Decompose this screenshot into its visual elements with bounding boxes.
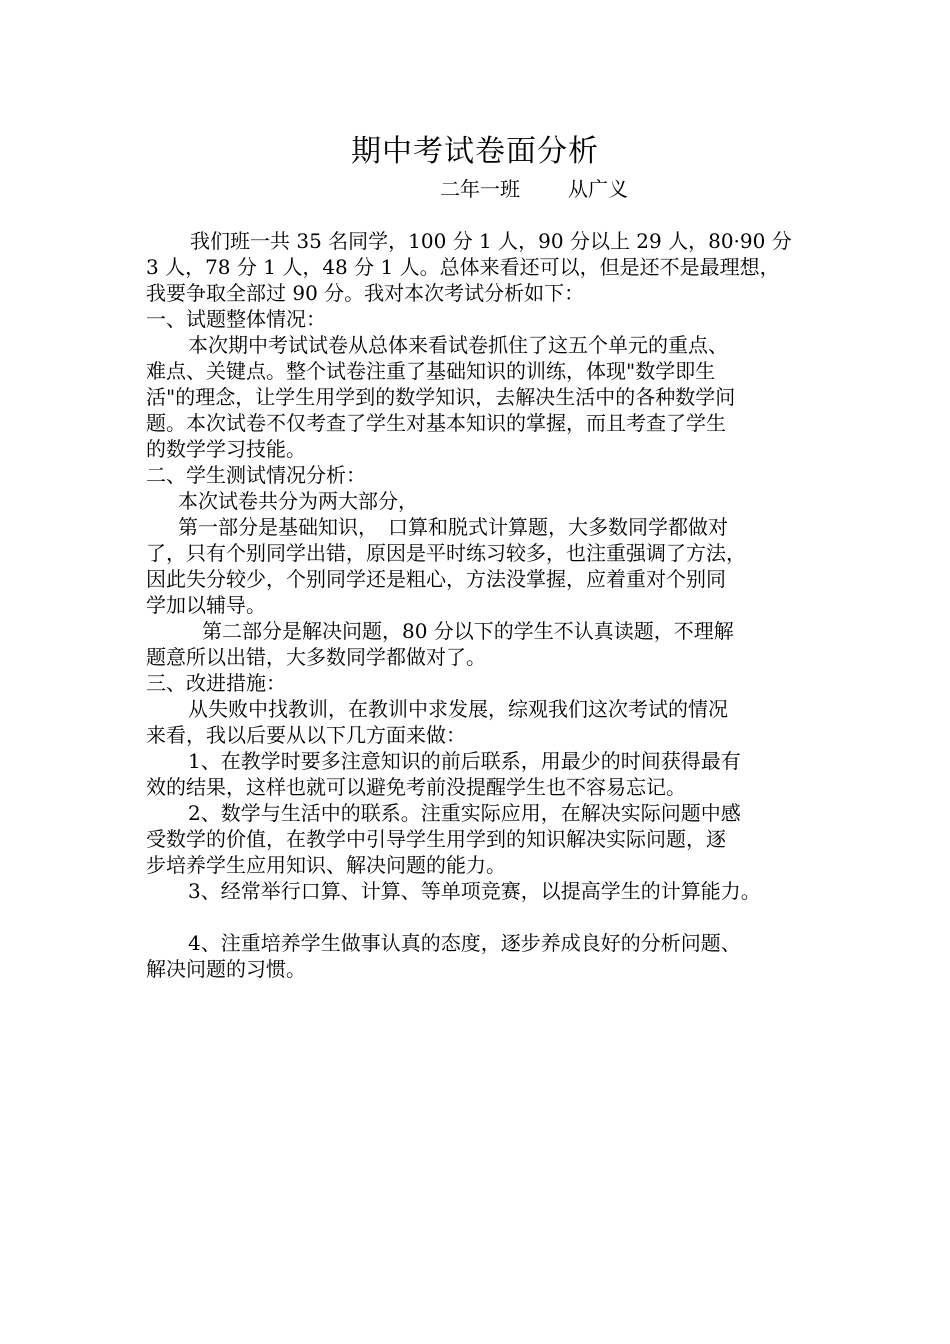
text-line: 效的结果，这样也就可以避免考前没提醒学生也不容易忘记。 xyxy=(146,775,686,799)
document-body xyxy=(146,228,818,982)
text-line: 题意所以出错，大多数同学都做对了。 xyxy=(146,645,486,669)
text-line: 本次期中考试试卷从总体来看试卷抓住了这五个单元的重点、 xyxy=(188,333,728,357)
text-line: 的数学学习技能。 xyxy=(146,437,306,461)
text-line: 3 人，78 分 1 人，48 分 1 人。总体来看还可以，但是还不是最理想， xyxy=(146,255,780,279)
text-line: 本次试卷共分为两大部分， xyxy=(178,489,418,513)
text-line: 第二部分是解决问题，80 分以下的学生不认真读题，不理解 xyxy=(202,619,734,643)
text-line: 步培养学生应用知识、解决问题的能力。 xyxy=(146,853,506,877)
text-line: 来看，我以后要从以下几方面来做： xyxy=(146,723,466,747)
text-line: 三、改进措施： xyxy=(146,671,286,695)
text-line: 1、在教学时要多注意知识的前后联系，用最少的时间获得最有 xyxy=(188,749,741,773)
text-line: 解决问题的习惯。 xyxy=(146,957,306,981)
text-line: 受数学的价值，在教学中引导学生用学到的知识解决实际问题，逐 xyxy=(146,827,726,851)
document-title: 期中考试卷面分析 xyxy=(351,134,599,169)
text-line: 因此失分较少，个别同学还是粗心，方法没掌握，应着重对个别同 xyxy=(146,567,726,591)
text-line: 一、试题整体情况： xyxy=(146,307,326,331)
text-line: 难点、关键点。整个试卷注重了基础知识的训练，体现"数学即生 xyxy=(146,359,716,383)
blank-line xyxy=(146,904,818,930)
text-line: 学加以辅导。 xyxy=(146,593,266,617)
text-line: 活"的理念，让学生用学到的数学知识，去解决生活中的各种数学问 xyxy=(146,385,736,409)
text-line: 3、经常举行口算、计算、等单项竞赛，以提高学生的计算能力。 xyxy=(188,879,761,903)
author-name: 从广义 xyxy=(568,177,628,201)
text-line: 4、注重培养学生做事认真的态度，逐步养成良好的分析问题、 xyxy=(188,931,741,955)
text-line: 2、数学与生活中的联系。注重实际应用，在解决实际问题中感 xyxy=(188,801,741,825)
text-line: 我要争取全部过 90 分。我对本次考试分析如下： xyxy=(146,281,585,305)
text-line: 第一部分是基础知识， 口算和脱式计算题，大多数同学都做对 xyxy=(178,515,728,539)
text-line: 我们班一共 35 名同学，100 分 1 人，90 分以上 29 人，80·90 分 xyxy=(190,229,792,253)
class-name: 二年一班 xyxy=(440,177,520,201)
text-line: 二、学生测试情况分析： xyxy=(146,463,366,487)
byline xyxy=(440,176,628,202)
text-line: 题。本次试卷不仅考查了学生对基本知识的掌握，而且考查了学生 xyxy=(146,411,726,435)
text-line: 了，只有个别同学出错，原因是平时练习较多，也注重强调了方法， xyxy=(146,541,746,565)
text-line: 从失败中找教训，在教训中求发展，综观我们这次考试的情况 xyxy=(188,697,728,721)
